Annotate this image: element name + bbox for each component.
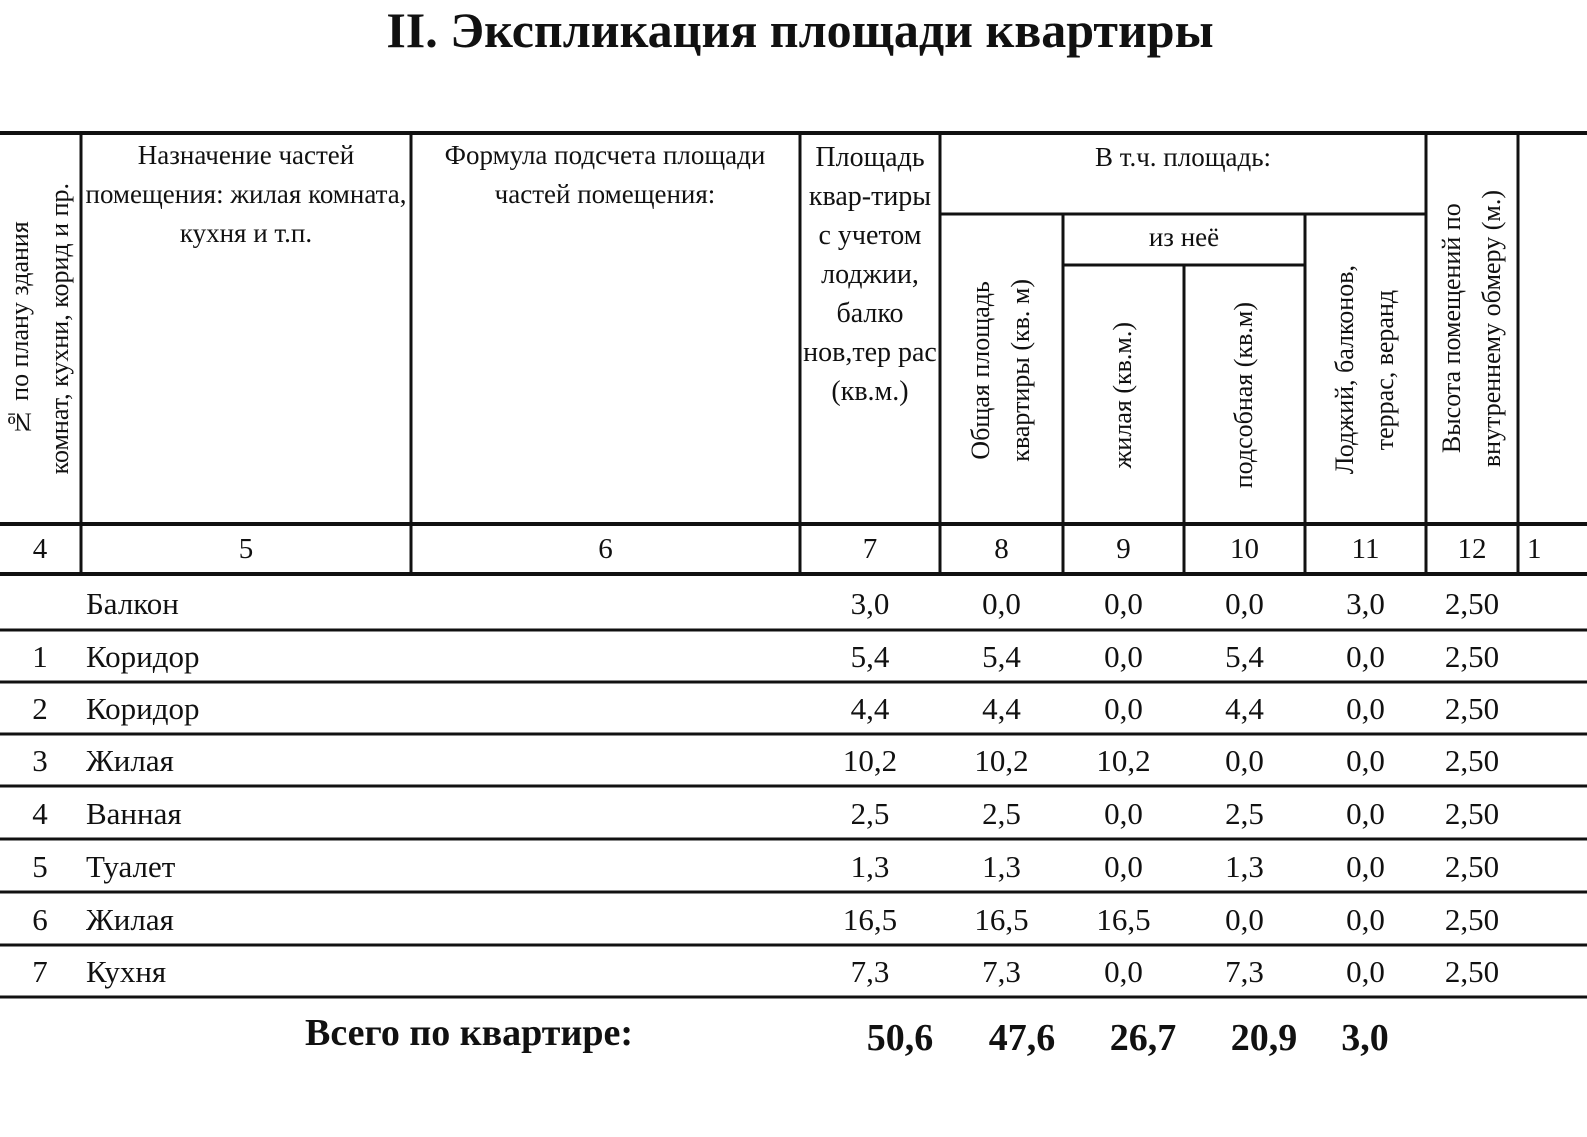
row-total-area: 1,3 [982,849,1021,884]
totals-aux: 20,9 [1230,1017,1298,1059]
row-number: 6 [32,902,48,937]
header-total-area-line2: квартиры (кв. м) [1006,278,1035,462]
row-area: 5,4 [850,639,890,674]
row-total-area: 0,0 [982,586,1021,621]
row-height: 2,50 [1444,796,1500,831]
row-total-area: 4,4 [982,691,1021,726]
totals-label: Всего по квартире: [305,1012,634,1054]
row-total-area: 7,3 [982,954,1021,989]
column-number: 11 [1351,533,1380,565]
row-height: 2,50 [1444,743,1500,778]
header-height [1428,136,1516,522]
row-loggia-area: 0,0 [1346,743,1385,778]
column-number: 5 [238,533,254,565]
row-living-area: 0,0 [1104,586,1143,621]
header-loggia [1307,218,1423,522]
row-height: 2,50 [1444,691,1500,726]
header-living [1065,268,1181,522]
column-number: 10 [1230,533,1259,565]
header-room-no [0,136,80,522]
row-aux-area: 0,0 [1225,586,1264,621]
row-area: 10,2 [842,743,898,778]
row-living-area: 0,0 [1104,796,1143,831]
totals-total: 47,6 [988,1017,1056,1059]
row-area: 3,0 [850,586,890,621]
row-height: 2,50 [1444,849,1500,884]
document-title: II. Экспликация площади квартиры [386,2,1214,58]
row-number: 5 [32,849,48,884]
row-total-area: 10,2 [974,743,1029,778]
header-auxiliary-text: подсобная (кв.м) [1229,301,1258,489]
row-loggia-area: 0,0 [1346,902,1385,937]
row-name: Туалет [86,849,176,884]
row-aux-area: 1,3 [1225,849,1264,884]
row-aux-area: 0,0 [1225,902,1264,937]
row-name: Коридор [86,691,200,726]
header-height-line1: Высота помещений по [1437,204,1466,454]
row-height: 2,50 [1444,954,1500,989]
header-formula: Формула подсчета площади частей помещения: [444,140,766,209]
totals-area: 50,6 [866,1017,934,1059]
column-number: 8 [994,533,1009,565]
row-number: 7 [32,954,48,989]
row-area: 4,4 [850,691,890,726]
row-total-area: 16,5 [974,902,1029,937]
row-aux-area: 7,3 [1225,954,1264,989]
header-living-text: жилая (кв.м.) [1108,321,1137,469]
header-room-no-line1: № по плану здания [5,221,34,437]
column-number: 4 [32,533,48,565]
row-name: Кухня [86,954,167,989]
row-loggia-area: 0,0 [1346,796,1385,831]
header-auxiliary [1186,268,1302,522]
row-number: 3 [32,743,48,778]
row-living-area: 10,2 [1096,743,1151,778]
totals-loggia: 3,0 [1341,1017,1389,1059]
row-living-area: 0,0 [1104,849,1143,884]
column-number: 6 [598,533,613,565]
row-aux-area: 4,4 [1225,691,1264,726]
header-loggia-line2: террас, веранд [1370,289,1399,451]
row-height: 2,50 [1444,902,1500,937]
totals-living: 26,7 [1109,1017,1177,1059]
header-total-area-line1: Общая площадь [966,280,995,460]
row-name: Балкон [86,586,179,621]
row-name: Жилая [86,743,174,778]
row-name: Ванная [86,796,182,831]
header-incl-area: В т.ч. площадь: [1094,142,1272,172]
row-loggia-area: 0,0 [1346,691,1385,726]
row-number: 2 [32,691,48,726]
row-number: 1 [32,639,48,674]
row-aux-area: 0,0 [1225,743,1264,778]
row-living-area: 0,0 [1104,639,1143,674]
row-loggia-area: 0,0 [1346,849,1385,884]
row-loggia-area: 0,0 [1346,954,1385,989]
row-area: 1,3 [850,849,890,884]
row-height: 2,50 [1444,586,1500,621]
row-area: 16,5 [842,902,898,937]
row-loggia-area: 0,0 [1346,639,1385,674]
header-loggia-line1: Лоджий, балконов, [1330,265,1359,475]
column-number: 12 [1457,533,1487,565]
row-height: 2,50 [1444,639,1500,674]
header-of-it: из неё [1148,222,1220,252]
row-area: 7,3 [850,954,890,989]
row-total-area: 5,4 [982,639,1021,674]
row-aux-area: 2,5 [1225,796,1264,831]
row-name: Жилая [86,902,174,937]
row-living-area: 0,0 [1104,954,1143,989]
header-area-total: Площадь квар-тиры с учетом лоджии, балко нов,тер рас (кв.м.) [803,142,937,407]
column-number: 7 [862,533,878,565]
header-total-area [942,218,1060,522]
row-aux-area: 5,4 [1225,639,1264,674]
column-number: 9 [1116,533,1131,565]
row-living-area: 0,0 [1104,691,1143,726]
header-room-no-line2: комнат, кухни, корид и пр. [45,183,74,475]
column-number: 1 [1527,533,1542,565]
header-purpose: Назначение частей помещения: жилая комната, кухня и т.п. [85,140,407,248]
row-number: 4 [32,796,48,831]
row-area: 2,5 [850,796,890,831]
row-total-area: 2,5 [982,796,1021,831]
row-living-area: 16,5 [1096,902,1151,937]
row-name: Коридор [86,639,200,674]
header-height-line2: внутреннему обмеру (м.) [1477,190,1506,468]
row-loggia-area: 3,0 [1346,586,1385,621]
